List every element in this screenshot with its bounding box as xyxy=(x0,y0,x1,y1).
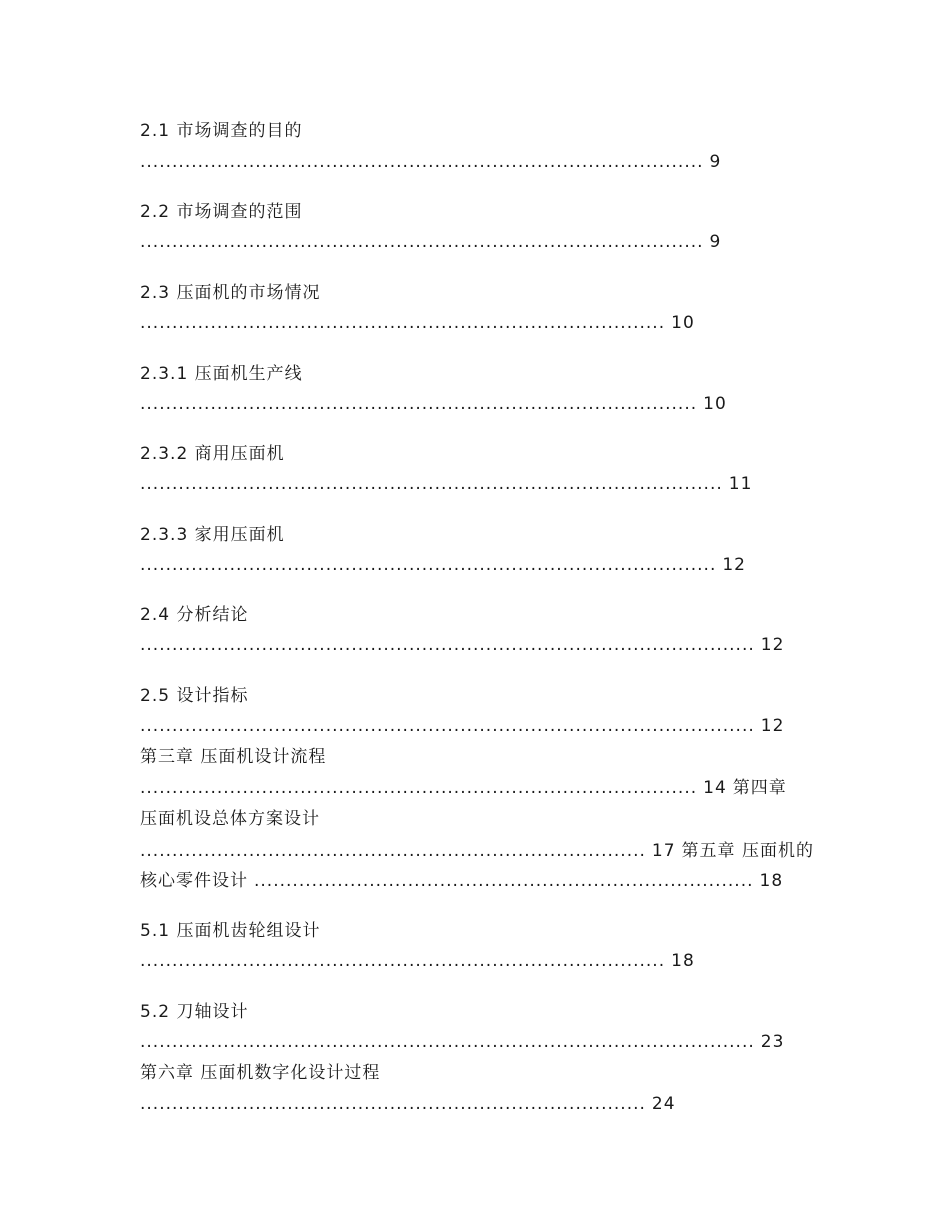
toc-chapter-title-continued[interactable]: 第五章 压面机的 xyxy=(681,841,814,861)
toc-chapter-title[interactable]: 压面机设总体方案设计 xyxy=(140,809,320,829)
toc-entry-leader xyxy=(140,151,721,173)
page-number: 12 xyxy=(760,716,785,736)
page-number: 11 xyxy=(728,474,753,494)
toc-entry-leader xyxy=(140,840,814,862)
dot-leader: ............................................................................... xyxy=(140,1094,646,1114)
dot-leader: .................................................................................. xyxy=(140,313,666,333)
dot-leader: ................................................................................................ xyxy=(140,635,755,655)
toc-entry-title[interactable]: 2.1 市场调查的目的 xyxy=(140,121,303,141)
toc-entry-leader xyxy=(140,715,784,737)
dot-leader: ........................................................................................... xyxy=(140,474,723,494)
page-number: 18 xyxy=(671,951,695,971)
toc-entry-title[interactable]: 2.3.1 压面机生产线 xyxy=(140,364,303,384)
page-number: 9 xyxy=(709,152,722,172)
page-number: 17 xyxy=(651,841,676,861)
dot-leader: ........................................................................................ xyxy=(140,152,704,172)
toc-entry-leader xyxy=(140,870,783,892)
toc-entry-title[interactable]: 2.3.2 商用压面机 xyxy=(140,444,285,464)
toc-entry-leader xyxy=(140,1031,784,1053)
dot-leader: ................................................................................................ xyxy=(140,716,755,736)
toc-chapter-title[interactable]: 第三章 压面机设计流程 xyxy=(140,747,327,767)
page-number: 12 xyxy=(760,635,785,655)
toc-entry-leader xyxy=(140,777,787,799)
toc-entry-title[interactable]: 5.2 刀轴设计 xyxy=(140,1002,249,1022)
dot-leader: ....................................................................................... xyxy=(140,394,698,414)
page-number: 9 xyxy=(709,232,722,252)
dot-leader: ................................................................................................ xyxy=(140,1032,755,1052)
page-number: 24 xyxy=(651,1094,676,1114)
toc-entry-title[interactable]: 2.3.3 家用压面机 xyxy=(140,525,285,545)
dot-leader: ............................................................................... xyxy=(140,841,646,861)
toc-entry-title[interactable]: 2.4 分析结论 xyxy=(140,605,249,625)
toc-entry-title[interactable]: 2.3 压面机的市场情况 xyxy=(140,283,321,303)
toc-entry-leader xyxy=(140,393,727,415)
toc-entry-title[interactable]: 2.2 市场调查的范围 xyxy=(140,202,303,222)
page-number: 12 xyxy=(722,555,746,575)
page-number: 10 xyxy=(671,313,695,333)
dot-leader: .............................................................................. xyxy=(254,871,754,891)
dot-leader: .......................................................................................... xyxy=(140,555,717,575)
toc-entry-title[interactable]: 5.1 压面机齿轮组设计 xyxy=(140,921,321,941)
dot-leader: .................................................................................. xyxy=(140,951,666,971)
toc-entry-leader xyxy=(140,634,784,656)
dot-leader: ........................................................................................ xyxy=(140,232,704,252)
toc-entry-leader xyxy=(140,312,695,334)
toc-entry-leader xyxy=(140,1093,676,1115)
toc-chapter-title[interactable]: 核心零件设计 xyxy=(140,871,248,891)
page-number: 23 xyxy=(760,1032,785,1052)
page-number: 10 xyxy=(703,394,727,414)
toc-entry-leader xyxy=(140,950,695,972)
toc-chapter-title-continued[interactable]: 第四章 xyxy=(732,778,787,798)
toc-entry-leader xyxy=(140,473,752,495)
toc-entry-title[interactable]: 2.5 设计指标 xyxy=(140,686,249,706)
page-number: 14 xyxy=(703,778,727,798)
page-number: 18 xyxy=(759,871,784,891)
dot-leader: ....................................................................................... xyxy=(140,778,698,798)
toc-chapter-title[interactable]: 第六章 压面机数字化设计过程 xyxy=(140,1063,381,1083)
toc-entry-leader xyxy=(140,231,721,253)
toc-entry-leader xyxy=(140,554,746,576)
